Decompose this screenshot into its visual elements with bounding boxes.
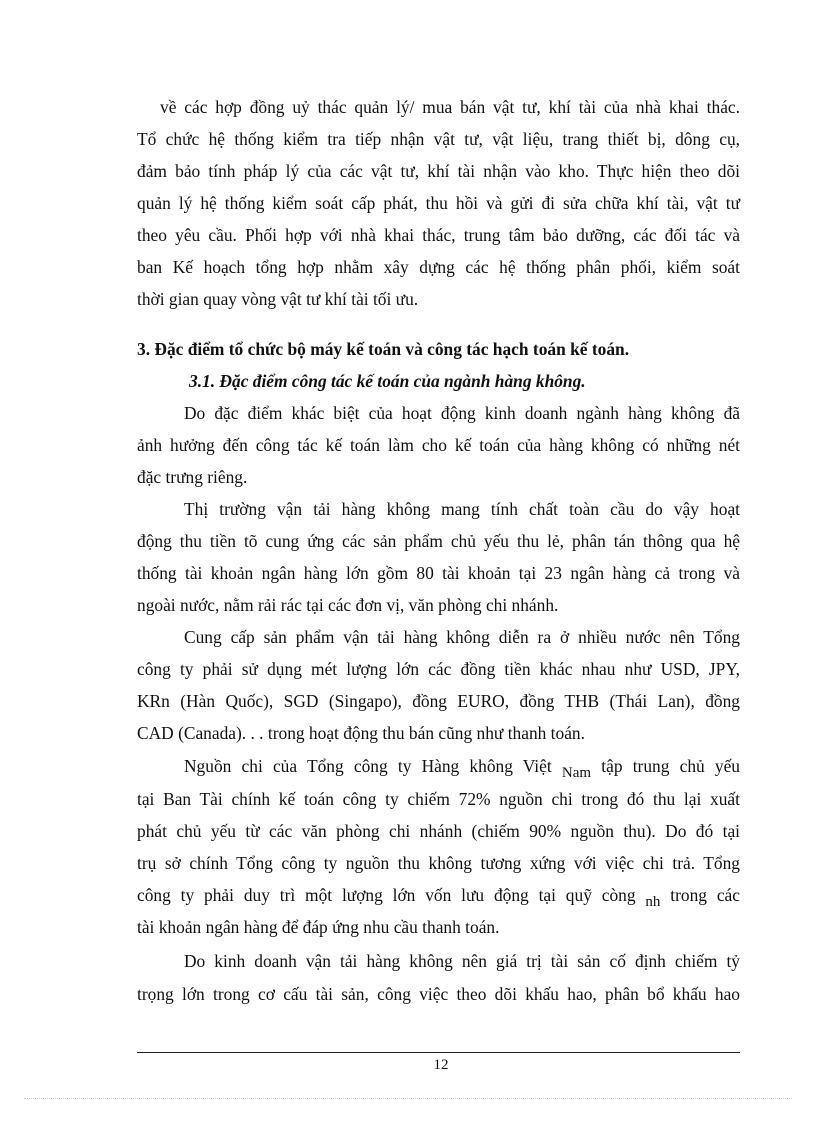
section-heading: 3. Đặc điểm tổ chức bộ máy kế toán và công tác hạch toán kế toán.	[137, 339, 630, 359]
subscript-text: Nam	[561, 765, 592, 781]
line-text: Nguồn chi của Tổng công ty Hàng không Việt	[184, 756, 552, 776]
body-line: thời gian quay vòng vật tư khí tài tối ưu.	[137, 289, 419, 309]
subscript-text: nh	[645, 894, 661, 910]
paragraph-line: Cung cấp sản phẩm vận tải hàng không diễn ra ở nhiều nước nên Tổng	[184, 627, 740, 647]
body-line: ban Kế hoạch tổng hợp nhằm xây dựng các hệ thống phân phối, kiểm soát	[137, 257, 740, 277]
paragraph-line: ngoài nước, nằm rải rác tại các đơn vị, văn phòng chi nhánh.	[137, 595, 559, 615]
paragraph-line: tài khoản ngân hàng để đáp ứng nhu cầu thanh toán.	[137, 917, 500, 937]
paragraph-line: trụ sở chính Tổng công ty nguồn thu không tương xứng với việc chi trả. Tổng	[137, 853, 740, 873]
paragraph-line	[137, 885, 740, 910]
footer-rule	[137, 1052, 740, 1053]
subsection-heading: 3.1. Đặc điểm công tác kế toán của ngành hàng không.	[189, 371, 586, 391]
paragraph-line: Do đặc điểm khác biệt của hoạt động kinh doanh ngành hàng không đã	[184, 403, 740, 423]
line-text: trong các	[670, 885, 740, 905]
paragraph-line	[184, 756, 741, 781]
paragraph-line: động thu tiền tõ cung ứng các sản phẩm chủ yếu thu lẻ, phân tán thông qua hệ	[137, 531, 740, 551]
paragraph-line: ảnh hưởng đến công tác kế toán làm cho kế toán của hàng không có những nét	[137, 435, 740, 455]
paragraph-line: CAD (Canada). . . trong hoạt động thu bán cũng như thanh toán.	[137, 723, 585, 743]
paragraph-line: đặc trưng riêng.	[137, 467, 248, 487]
paragraph-line: phát chủ yếu từ các văn phòng chi nhánh (chiếm 90% nguồn thu). Do đó tại	[137, 821, 740, 841]
body-line: đảm bảo tính pháp lý của các vật tư, khí tài nhận vào kho. Thực hiện theo dõi	[137, 161, 740, 181]
page-edge-divider	[24, 1098, 792, 1099]
body-line: quản lý hệ thống kiểm soát cấp phát, thu hồi và gửi đi sửa chữa khí tài, vật tư	[137, 193, 740, 213]
paragraph-line: KRn (Hàn Quốc), SGD (Singapo), đồng EURO, đồng THB (Thái Lan), đồng	[137, 691, 740, 711]
body-line: Tổ chức hệ thống kiểm tra tiếp nhận vật tư, vật liệu, trang thiết bị, dông cụ,	[137, 129, 740, 149]
paragraph-line: trọng lớn trong cơ cấu tài sản, công việc theo dõi khấu hao, phân bổ khấu hao	[137, 984, 740, 1004]
page-number: 12	[433, 1057, 449, 1073]
paragraph-line: Thị trường vận tải hàng không mang tính chất toàn cầu do vậy hoạt	[184, 499, 740, 519]
paragraph-line: Do kinh doanh vận tải hàng không nên giá trị tài sản cố định chiếm tỷ	[184, 951, 740, 971]
paragraph-line: công ty phải sử dụng mét lượng lớn các đồng tiền khác nhau như USD, JPY,	[137, 659, 740, 679]
line-text: tập trung chủ yếu	[601, 756, 741, 776]
line-text: công ty phải duy trì một lượng lớn vốn lưu động tại quỹ còng	[137, 885, 636, 905]
paragraph-line: tại Ban Tài chính kế toán công ty chiếm 72% nguồn chi trong đó thu lại xuất	[137, 789, 740, 809]
paragraph-line: thống tài khoản ngân hàng lớn gồm 80 tài khoản tại 23 ngân hàng cả trong và	[137, 563, 740, 583]
body-line: theo yêu cầu. Phối hợp với nhà khai thác, trung tâm bảo dưỡng, các đối tác và	[137, 225, 740, 245]
body-line: về các hợp đồng uỷ thác quản lý/ mua bán vật tư, khí tài của nhà khai thác.	[160, 97, 740, 117]
